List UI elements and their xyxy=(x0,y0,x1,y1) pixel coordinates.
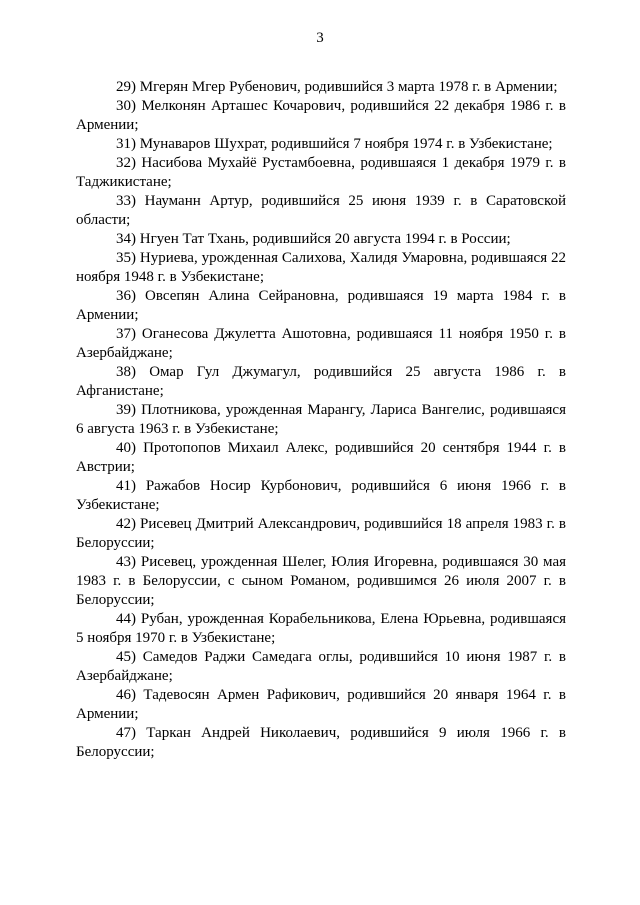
list-item: 37) Оганесова Джулетта Ашотовна, родившаяся 11 ноября 1950 г. в Азербайджане; xyxy=(76,326,566,361)
list-item: 32) Насибова Мухайё Рустамбоевна, родившаяся 1 декабря 1979 г. в Таджикистане; xyxy=(76,155,566,190)
list-item: 33) Науманн Артур, родившийся 25 июня 1939 г. в Саратовской области; xyxy=(76,193,566,228)
list-item: 34) Нгуен Тат Тхань, родившийся 20 августа 1994 г. в России; xyxy=(116,231,511,247)
list-item: 46) Тадевосян Армен Рафикович, родившийся 20 января 1964 г. в Армении; xyxy=(76,687,566,722)
list-item: 30) Мелконян Арташес Кочарович, родившийся 22 декабря 1986 г. в Армении; xyxy=(76,98,566,133)
decree-list xyxy=(76,78,566,762)
list-item: 42) Рисевец Дмитрий Александрович, родившийся 18 апреля 1983 г. в Белоруссии; xyxy=(76,516,566,551)
list-item: 40) Протопопов Михаил Алекс, родившийся 20 сентября 1944 г. в Австрии; xyxy=(76,440,566,475)
list-item: 29) Мгерян Мгер Рубенович, родившийся 3 марта 1978 г. в Армении; xyxy=(116,79,558,95)
list-item: 35) Нуриева, урожденная Салихова, Халидя Умаровна, родившаяся 22 ноября 1948 г. в Узбекистане; xyxy=(76,250,566,285)
list-item: 45) Самедов Раджи Самедага оглы, родившийся 10 июня 1987 г. в Азербайджане; xyxy=(76,649,566,684)
page-number: 3 xyxy=(316,30,324,46)
list-item: 31) Мунаваров Шухрат, родившийся 7 ноября 1974 г. в Узбекистане; xyxy=(116,136,553,152)
list-item: 47) Таркан Андрей Николаевич, родившийся 9 июля 1966 г. в Белоруссии; xyxy=(76,725,566,760)
list-item: 36) Овсепян Алина Сейрановна, родившаяся 19 марта 1984 г. в Армении; xyxy=(76,288,566,323)
list-item: 38) Омар Гул Джумагул, родившийся 25 августа 1986 г. в Афганистане; xyxy=(76,364,566,399)
list-item: 44) Рубан, урожденная Корабельникова, Елена Юрьевна, родившаяся 5 ноября 1970 г. в Узбекистане; xyxy=(76,611,566,646)
list-item: 39) Плотникова, урожденная Марангу, Лариса Вангелис, родившаяся 6 августа 1963 г. в Узбекистане; xyxy=(76,402,566,437)
list-item: 41) Ражабов Носир Курбонович, родившийся 6 июня 1966 г. в Узбекистане; xyxy=(76,478,566,513)
list-item: 43) Рисевец, урожденная Шелег, Юлия Игоревна, родившаяся 30 мая 1983 г. в Белоруссии, с сыном Романом, родившимся 26 июля 2007 г. в Белоруссии; xyxy=(76,554,566,608)
